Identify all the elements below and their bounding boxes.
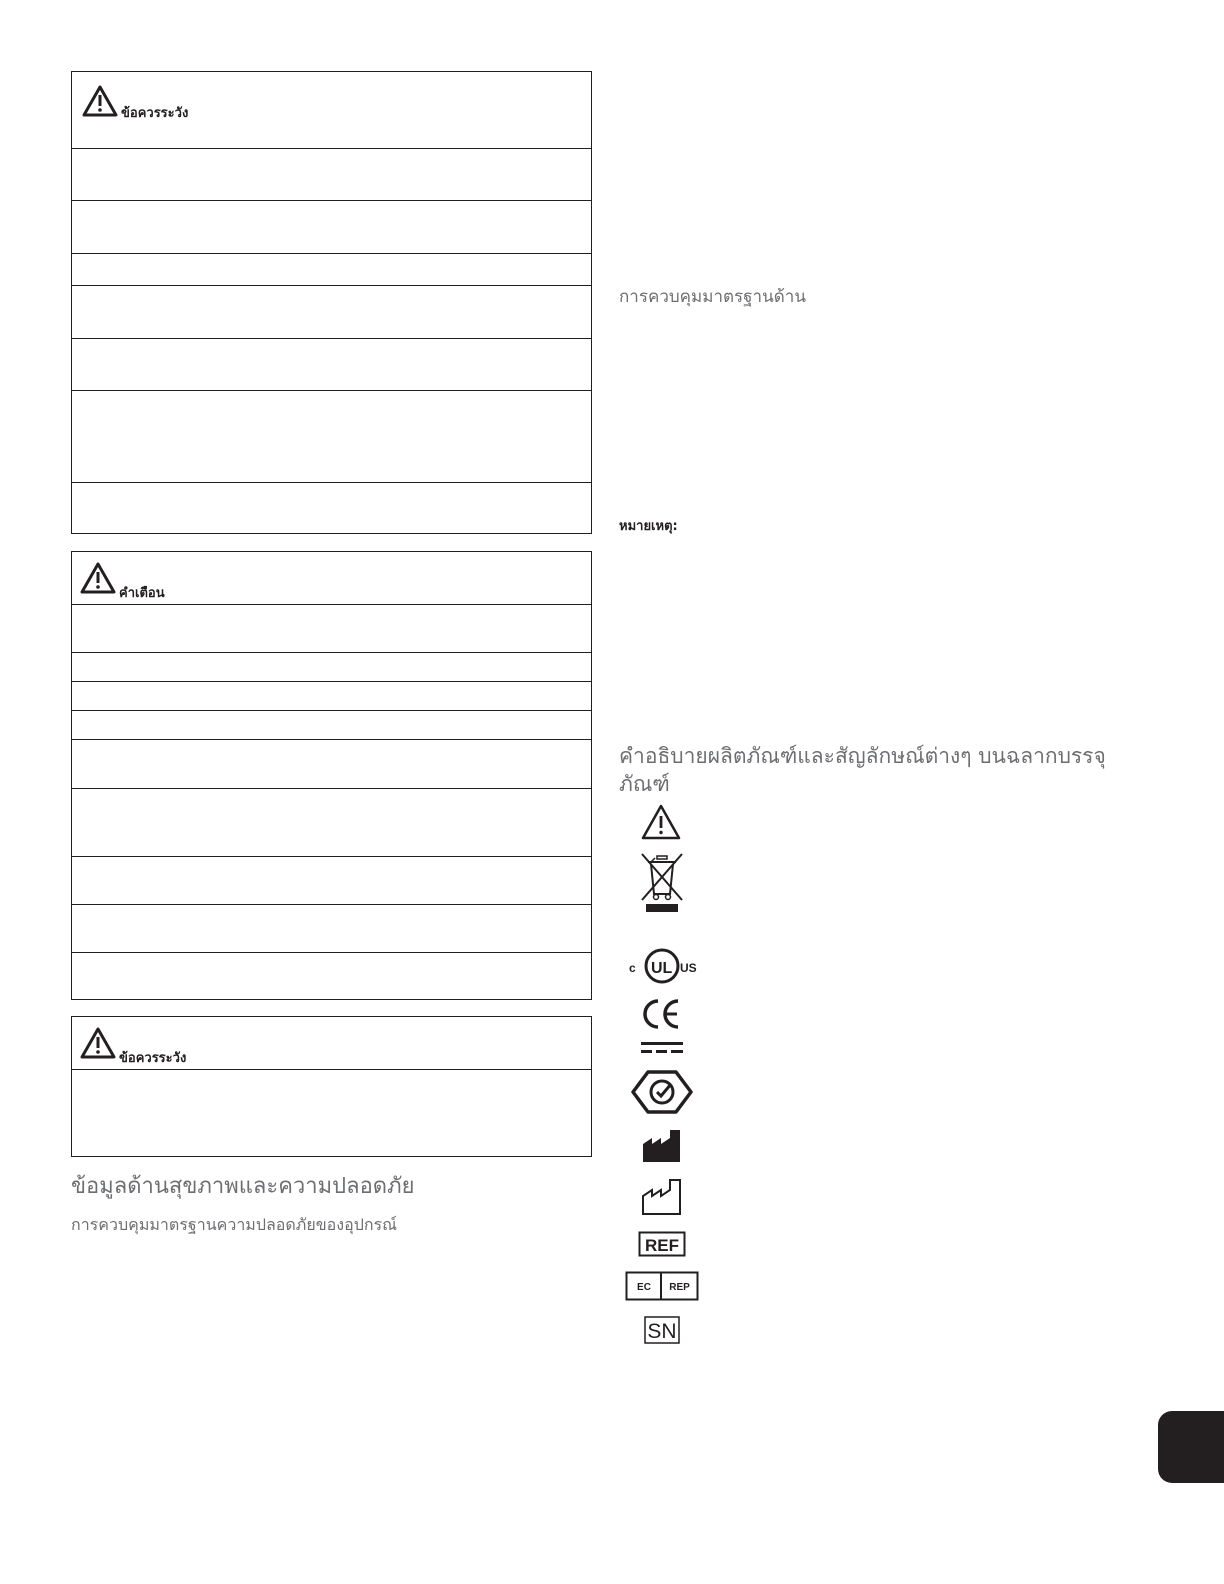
caution-row xyxy=(72,200,591,253)
warning-label: คำเตือน xyxy=(119,586,165,601)
caution-symbol-icon xyxy=(641,804,681,840)
caution-label: ข้อควรระวัง xyxy=(119,1051,187,1066)
warning-row xyxy=(72,604,591,652)
caution-row xyxy=(72,285,591,338)
ce-mark-icon xyxy=(640,997,684,1031)
warning-row xyxy=(72,710,591,739)
device-safety-heading: การควบคุมมาตรฐานความปลอดภัยของอุปกรณ์ xyxy=(71,1215,397,1234)
warning-triangle-icon xyxy=(80,1027,116,1059)
ref-catalogue-number-icon xyxy=(638,1231,686,1257)
caution-row xyxy=(72,338,591,390)
direct-current-icon xyxy=(640,1041,684,1055)
caution-row xyxy=(72,390,591,482)
ref-text: REF xyxy=(645,1236,679,1255)
warning-box xyxy=(71,551,592,1000)
warning-row xyxy=(72,652,591,681)
warning-row xyxy=(72,856,591,904)
caution-row xyxy=(72,482,591,533)
caution-row xyxy=(72,1069,591,1156)
serial-number-icon xyxy=(644,1316,680,1344)
caution-box-2 xyxy=(71,1016,592,1157)
warning-row xyxy=(72,952,591,999)
symbols-title: คำอธิบายผลิตภัณฑ์และสัญลักษณ์ต่างๆ บนฉลากบรรจุภัณฑ์ xyxy=(619,744,1106,796)
date-of-manufacture-icon xyxy=(641,1178,683,1216)
ul-us-text: US xyxy=(680,961,697,975)
warning-row xyxy=(72,788,591,856)
standards-heading: การควบคุมมาตรฐานด้าน xyxy=(619,287,806,307)
manufacturer-icon xyxy=(641,1128,683,1164)
c-ul-us-mark-icon xyxy=(627,947,697,987)
warning-row xyxy=(72,681,591,710)
caution-label: ข้อควรระวัง xyxy=(121,106,189,121)
warning-header xyxy=(72,552,591,604)
note-label: หมายเหตุ: xyxy=(619,519,678,534)
warning-row xyxy=(72,904,591,952)
weee-crossed-bin-icon xyxy=(638,852,686,914)
caution-header xyxy=(72,1017,591,1069)
caution-header xyxy=(72,72,591,148)
warning-triangle-icon xyxy=(80,562,116,594)
caution-box-1 xyxy=(71,71,592,534)
warning-row xyxy=(72,739,591,788)
page-tab-marker xyxy=(1158,1411,1224,1483)
caution-row xyxy=(72,253,591,285)
health-safety-title: ข้อมูลด้านสุขภาพและความปลอดภัย xyxy=(71,1174,415,1199)
caution-row xyxy=(72,148,591,200)
sn-text: SN xyxy=(647,1320,677,1343)
ul-mark-text: UL xyxy=(651,960,673,977)
rcm-mark-icon xyxy=(630,1068,694,1116)
ec-rep-icon xyxy=(625,1271,699,1301)
warning-triangle-icon xyxy=(82,85,118,117)
rep-text: REP xyxy=(669,1282,690,1293)
ec-text: EC xyxy=(637,1282,651,1293)
ul-c-text: c xyxy=(629,961,636,975)
